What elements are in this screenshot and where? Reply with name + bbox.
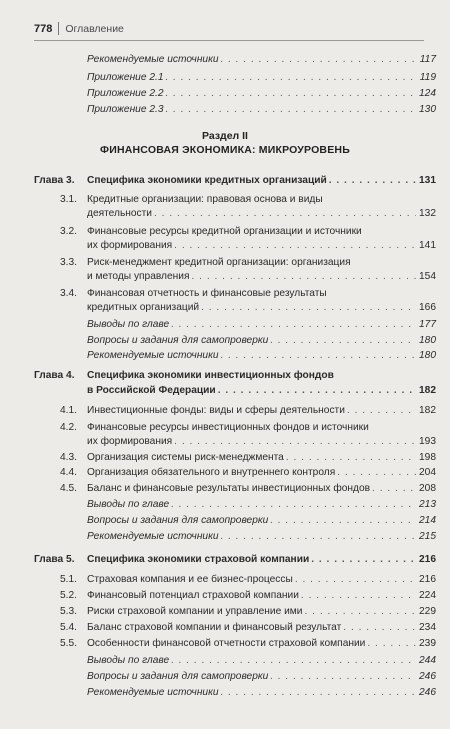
extra-text: Выводы по главе: [87, 499, 170, 510]
chapter-title-line2: в Российской Федерации: [87, 385, 216, 396]
entry-page: 141: [419, 240, 436, 251]
entry-page: 216: [419, 574, 436, 585]
extra-text: Выводы по главе: [87, 655, 170, 666]
entry-text: Организация обязательного и внутреннего контроля: [87, 467, 336, 478]
chapter-title: Специфика экономики страховой компании: [87, 554, 310, 565]
entry-text: Страховая компания и ее бизнес-процессы: [87, 574, 293, 585]
entry-number: 3.3.: [60, 257, 77, 268]
entry-line1: Финансовые ресурсы кредитной организации и источники: [87, 226, 362, 237]
extra-page: 214: [419, 515, 436, 526]
extra-text: Рекомендуемые источники: [87, 531, 219, 542]
toc-entry-text: Рекомендуемые источники: [87, 54, 219, 65]
entry-number: 4.1.: [60, 405, 77, 416]
toc-entry-page: 119: [419, 72, 436, 83]
toc-entry-page: 130: [419, 104, 436, 115]
entry-text: Баланс и финансовые результаты инвестиционных фондов: [87, 483, 371, 494]
entry-line1: Риск-менеджмент кредитной организации: организация: [87, 257, 351, 268]
extra-text: Вопросы и задания для самопроверки: [87, 335, 269, 346]
entry-number: 5.4.: [60, 622, 77, 633]
entry-line1: Финансовые ресурсы инвестиционных фондов и источники: [87, 422, 369, 433]
extra-page: 246: [419, 671, 436, 682]
entry-number: 4.5.: [60, 483, 77, 494]
extra-text: Вопросы и задания для самопроверки: [87, 515, 269, 526]
entry-line1: Финансовая отчетность и финансовые результаты: [87, 288, 327, 299]
entry-page: 132: [419, 208, 436, 219]
extra-text: Выводы по главе: [87, 319, 170, 330]
extra-text: Рекомендуемые источники: [87, 687, 219, 698]
entry-page: 229: [419, 606, 436, 617]
entry-page: 182: [419, 405, 436, 416]
entry-line2: и методы управления: [87, 271, 190, 282]
entry-page: 193: [419, 436, 436, 447]
entry-text: Риски страховой компании и управление ими: [87, 606, 303, 617]
section-heading: [0, 130, 450, 156]
entry-number: 5.3.: [60, 606, 77, 617]
entry-text: Инвестиционные фонды: виды и сферы деятельности: [87, 405, 345, 416]
entry-number: 3.4.: [60, 288, 77, 299]
entry-text: Баланс страховой компании и финансовый результат: [87, 622, 342, 633]
chapter-page: 216: [419, 554, 436, 565]
entry-text: Организация системы риск-менеджмента: [87, 452, 284, 463]
entry-line1: Кредитные организации: правовая основа и виды: [87, 194, 323, 205]
entry-line2: деятельности: [87, 208, 152, 219]
entry-number: 4.3.: [60, 452, 77, 463]
entry-page: 166: [419, 302, 436, 313]
toc-entry-text: Приложение 2.2: [87, 88, 164, 99]
chapter-title-line1: Специфика экономики инвестиционных фондов: [87, 370, 334, 381]
entry-page: 239: [419, 638, 436, 649]
extra-page: 246: [419, 687, 436, 698]
entry-number: 5.1.: [60, 574, 77, 585]
extra-page: 177: [419, 319, 436, 330]
entry-line2: кредитных организаций: [87, 302, 200, 313]
extra-text: Рекомендуемые источники: [87, 350, 219, 361]
section-part: Раздел II: [202, 130, 248, 142]
extra-page: 213: [419, 499, 436, 510]
entry-number: 3.1.: [60, 194, 77, 205]
toc-entry-text: Приложение 2.3: [87, 104, 164, 115]
entry-text: Особенности финансовой отчетности страховой компании: [87, 638, 366, 649]
entry-number: 5.5.: [60, 638, 77, 649]
toc-entry-page: 124: [419, 88, 436, 99]
extra-page: 244: [419, 655, 436, 666]
entry-line2: их формирования: [87, 436, 173, 447]
extra-page: 180: [419, 350, 436, 361]
chapter-label: Глава 3.: [34, 175, 75, 186]
chapter-label: Глава 5.: [34, 554, 75, 565]
entry-number: 5.2.: [60, 590, 77, 601]
entry-page: 234: [419, 622, 436, 633]
entry-number: 3.2.: [60, 226, 77, 237]
extra-page: 180: [419, 335, 436, 346]
entry-page: 208: [419, 483, 436, 494]
entry-text: Финансовый потенциал страховой компании: [87, 590, 299, 601]
header-rule: [34, 40, 424, 41]
entry-page: 224: [419, 590, 436, 601]
chapter-label: Глава 4.: [34, 370, 75, 381]
entry-page: 154: [419, 271, 436, 282]
chapter-page: 131: [419, 175, 436, 186]
section-title: ФИНАНСОВАЯ ЭКОНОМИКА: МИКРОУРОВЕНЬ: [100, 144, 350, 156]
toc-entry-text: Приложение 2.1: [87, 72, 164, 83]
chapter-title: Специфика экономики кредитных организаций: [87, 175, 327, 186]
header-title: Оглавление: [65, 22, 124, 35]
toc-entry-page: 117: [419, 54, 436, 65]
entry-page: 204: [419, 467, 436, 478]
entry-line2: их формирования: [87, 240, 173, 251]
entry-page: 198: [419, 452, 436, 463]
extra-page: 215: [419, 531, 436, 542]
chapter-page: 182: [419, 385, 436, 396]
entry-number: 4.2.: [60, 422, 77, 433]
header-separator: [58, 22, 59, 35]
page-number: 778: [34, 22, 53, 35]
running-header: [34, 22, 124, 35]
extra-text: Вопросы и задания для самопроверки: [87, 671, 269, 682]
entry-number: 4.4.: [60, 467, 77, 478]
